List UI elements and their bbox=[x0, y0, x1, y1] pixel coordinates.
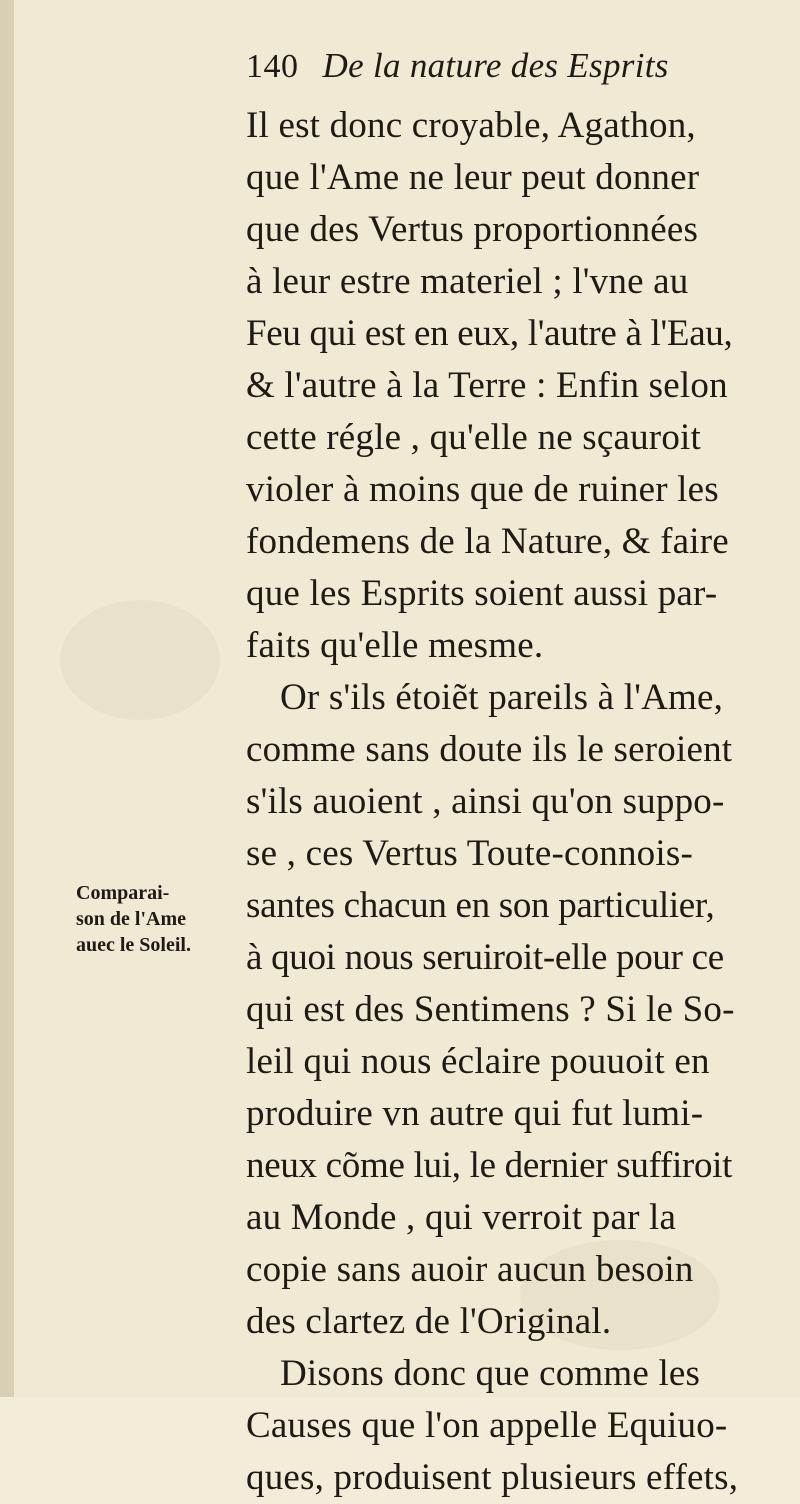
text-line: copie sans auoir aucun besoin bbox=[246, 1249, 694, 1290]
text-line: que les Esprits soient aussi par- bbox=[246, 573, 718, 614]
text-line: se , ces Vertus Toute-connois- bbox=[246, 833, 693, 874]
text-line: comme sans doute ils le seroient bbox=[246, 729, 733, 770]
text-line: s'ils auoient , ainsi qu'on suppo- bbox=[246, 781, 725, 822]
paragraph-start-line: Disons donc que comme les bbox=[280, 1353, 701, 1394]
marginal-note-line: Comparai- bbox=[76, 882, 170, 904]
marginal-note-line: son de l'Ame bbox=[76, 908, 186, 930]
paper-stain bbox=[60, 600, 220, 720]
text-line: au Monde , qui verroit par la bbox=[246, 1197, 677, 1238]
text-line: neux cõme lui, le dernier suffiroit bbox=[246, 1145, 733, 1186]
page-header bbox=[246, 46, 669, 98]
text-line: produire vn autre qui fut lumi- bbox=[246, 1093, 704, 1134]
text-line: à leur estre materiel ; l'vne au bbox=[246, 261, 689, 302]
paragraph-start-line: Or s'ils étoiẽt pareils à l'Ame, bbox=[280, 677, 724, 718]
text-line: à quoi nous seruiroit-elle pour ce bbox=[246, 937, 724, 978]
text-line: Feu qui est en eux, l'autre à l'Eau, bbox=[246, 313, 733, 354]
body-text bbox=[246, 100, 766, 1504]
text-line: fondemens de la Nature, & faire bbox=[246, 521, 729, 562]
text-line: qui est des Sentimens ? Si le So- bbox=[246, 989, 735, 1030]
text-line: que l'Ame ne leur peut donner bbox=[246, 157, 700, 198]
marginal-note-line: auec le Soleil. bbox=[76, 934, 191, 956]
text-line: faits qu'elle mesme. bbox=[246, 625, 544, 666]
text-line: & l'autre à la Terre : Enfin selon bbox=[246, 365, 728, 406]
running-title: De la nature des Esprits bbox=[322, 46, 669, 85]
text-line: santes chacun en son particulier, bbox=[246, 885, 715, 926]
text-line: cette régle , qu'elle ne sçauroit bbox=[246, 417, 701, 458]
binding-gutter bbox=[0, 0, 14, 1397]
page-number: 140 bbox=[246, 48, 299, 85]
text-line: ques, produisent plusieurs effets, bbox=[246, 1457, 739, 1498]
text-line: des clartez de l'Original. bbox=[246, 1301, 612, 1342]
text-line: Il est donc croyable, Agathon, bbox=[246, 105, 696, 146]
text-line: que des Vertus proportionnées bbox=[246, 209, 699, 250]
text-line: Causes que l'on appelle Equiuo- bbox=[246, 1405, 728, 1446]
text-line: violer à moins que de ruiner les bbox=[246, 469, 719, 510]
marginal-note bbox=[76, 880, 236, 958]
text-line: leil qui nous éclaire pouuoit en bbox=[246, 1041, 710, 1082]
